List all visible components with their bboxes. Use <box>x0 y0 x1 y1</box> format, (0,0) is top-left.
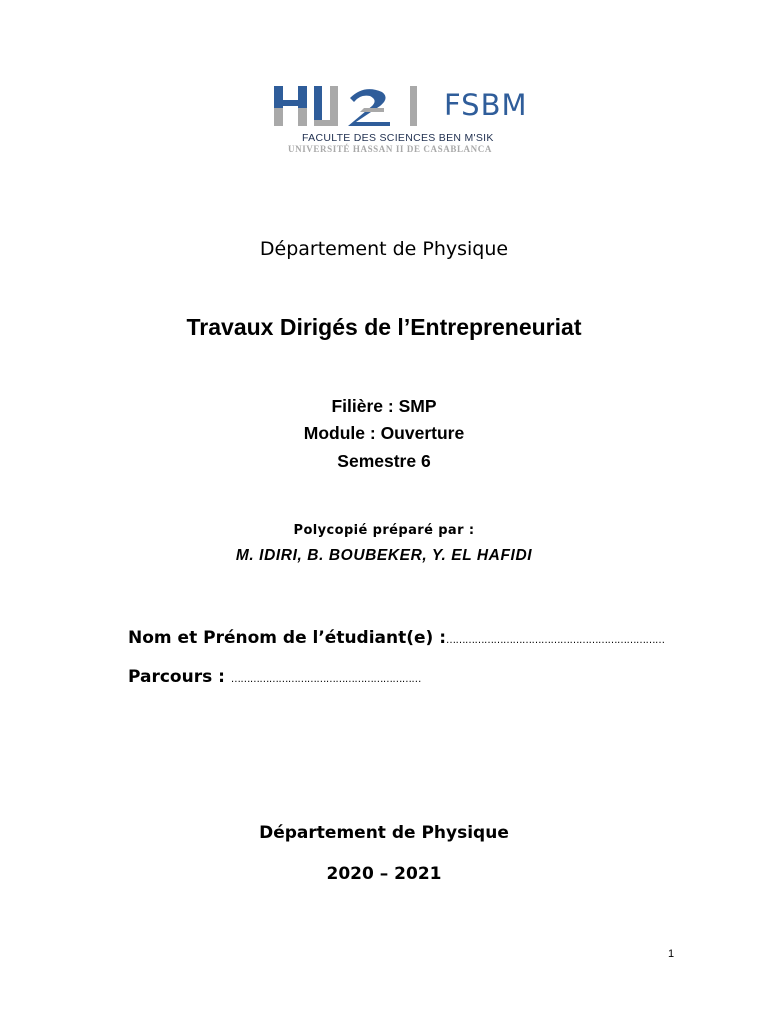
academic-year: 2020 – 2021 <box>326 864 442 884</box>
semestre-line: Semestre 6 <box>337 451 431 471</box>
student-name-blank: …………………………………………………………… <box>446 635 665 646</box>
parcours-field <box>128 667 421 687</box>
filiere-line: Filière : SMP <box>331 396 437 416</box>
student-name-field <box>128 628 665 648</box>
authors-line: M. IDIRI, B. BOUBEKER, Y. EL HAFIDI <box>235 547 533 564</box>
page-number: 1 <box>668 948 675 960</box>
uh2-emblem-icon <box>272 82 432 132</box>
department-heading: Département de Physique <box>259 238 509 260</box>
prepared-by-label: Polycopié préparé par : <box>293 523 475 538</box>
logo-acronym: FSBM <box>444 88 528 122</box>
fsbm-logo <box>272 82 562 156</box>
logo-faculty-name: FACULTE DES SCIENCES BEN M'SIK <box>302 132 494 144</box>
department-footer: Département de Physique <box>259 823 509 843</box>
parcours-blank: …………………………………………………… <box>230 674 421 685</box>
module-line: Module : Ouverture <box>303 423 465 443</box>
parcours-label: Parcours : <box>128 667 231 687</box>
logo-university-name: UNIVERSITÉ HASSAN II DE CASABLANCA <box>288 144 492 154</box>
student-name-label: Nom et Prénom de l’étudiant(e) : <box>128 628 447 648</box>
document-title: Travaux Dirigés de l’Entrepreneuriat <box>186 314 582 340</box>
